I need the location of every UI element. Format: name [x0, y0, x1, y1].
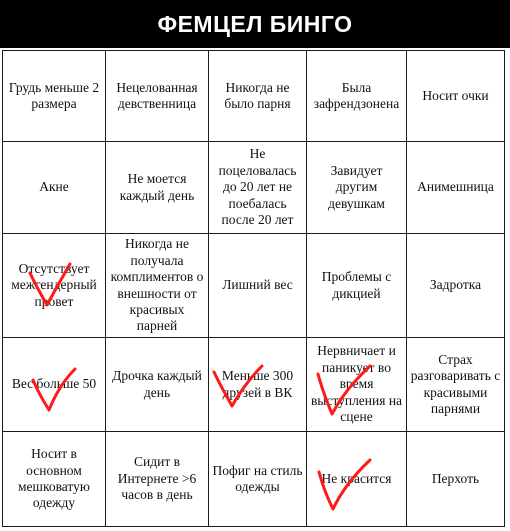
bingo-cell[interactable]: Акне: [3, 142, 106, 234]
bingo-cell[interactable]: Лишний вес: [209, 234, 307, 338]
bingo-cell[interactable]: Никогда не получала комплиментов о внешности от красивых парней: [106, 234, 209, 338]
bingo-cell[interactable]: Носит очки: [407, 51, 505, 142]
bingo-cell-checked[interactable]: Отсутствует межгендерный провет: [3, 234, 106, 338]
bingo-cell[interactable]: Задротка: [407, 234, 505, 338]
bingo-grid: [2, 50, 505, 527]
bingo-cell-checked[interactable]: Вес больше 50: [3, 338, 106, 432]
bingo-cell[interactable]: Дрочка каждый день: [106, 338, 209, 432]
bingo-cell[interactable]: Страх разговаривать с красивыми парнями: [407, 338, 505, 432]
bingo-cell[interactable]: Перхоть: [407, 432, 505, 527]
bingo-cell[interactable]: Нецелованная девственница: [106, 51, 209, 142]
bingo-cell[interactable]: Не поцеловалась до 20 лет не поебалась после 20 лет: [209, 142, 307, 234]
bingo-cell[interactable]: Была зафрендзонена: [307, 51, 407, 142]
bingo-cell[interactable]: Сидит в Интернете >6 часов в день: [106, 432, 209, 527]
bingo-cell[interactable]: Не моется каждый день: [106, 142, 209, 234]
bingo-cell[interactable]: Анимешница: [407, 142, 505, 234]
bingo-cell[interactable]: Грудь меньше 2 размера: [3, 51, 106, 142]
bingo-cell-checked[interactable]: Нервничает и паникует во время выступления на сцене: [307, 338, 407, 432]
bingo-title: ФЕМЦЕЛ БИНГО: [0, 0, 510, 48]
bingo-cell[interactable]: Пофиг на стиль одежды: [209, 432, 307, 527]
bingo-cell[interactable]: Проблемы с дикцией: [307, 234, 407, 338]
bingo-cell[interactable]: Носит в основном мешковатую одежду: [3, 432, 106, 527]
bingo-cell-checked[interactable]: Не красится: [307, 432, 407, 527]
bingo-cell-checked[interactable]: Меньше 300 друзей в ВК: [209, 338, 307, 432]
bingo-cell[interactable]: Завидует другим девушкам: [307, 142, 407, 234]
bingo-cell[interactable]: Никогда не было парня: [209, 51, 307, 142]
